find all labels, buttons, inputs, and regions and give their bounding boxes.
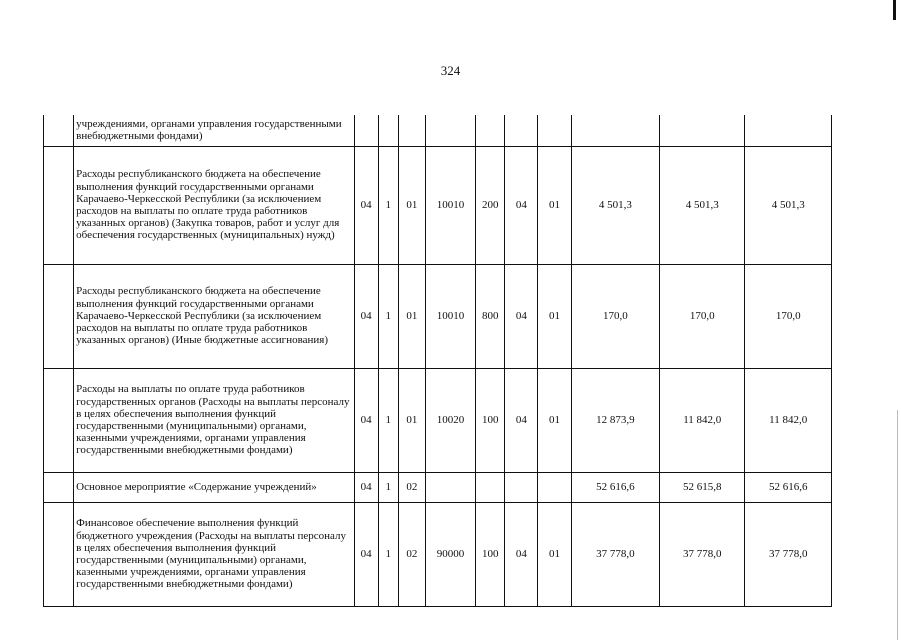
- code-cell: [505, 115, 538, 146]
- blank-cell: [44, 115, 74, 146]
- amount-cell: 37 778,0: [571, 502, 659, 606]
- code-cell: 1: [378, 146, 398, 264]
- amount-cell: 11 842,0: [660, 368, 745, 472]
- code-cell: 04: [505, 368, 538, 472]
- code-cell: 02: [398, 502, 425, 606]
- amount-cell: 170,0: [745, 264, 832, 368]
- scan-edge-line: [897, 410, 898, 640]
- row-description: Финансовое обеспечение выполнения функций бюджетного учреждения (Расходы на выплаты персоналу в целях обеспечения выполнения функций государственными (муниципальными) органами, казенными учреждениями, органами управления государственными внебюджетными фондами): [74, 502, 354, 606]
- budget-table: [43, 115, 832, 607]
- code-cell: [425, 472, 475, 502]
- page-number: 324: [440, 63, 461, 78]
- amount-cell: 4 501,3: [660, 146, 745, 264]
- code-cell: 04: [354, 368, 378, 472]
- code-cell: 200: [476, 146, 505, 264]
- code-cell: 1: [378, 264, 398, 368]
- code-cell: [425, 115, 475, 146]
- code-cell: [476, 115, 505, 146]
- blank-cell: [44, 502, 74, 606]
- code-cell: 04: [354, 146, 378, 264]
- code-cell: 04: [354, 264, 378, 368]
- code-cell: [354, 115, 378, 146]
- code-cell: 01: [538, 146, 571, 264]
- code-cell: 04: [505, 146, 538, 264]
- blank-cell: [44, 264, 74, 368]
- code-cell: 04: [354, 502, 378, 606]
- scan-edge-mark: [893, 0, 896, 20]
- amount-cell: 37 778,0: [660, 502, 745, 606]
- code-cell: 01: [538, 368, 571, 472]
- blank-cell: [44, 472, 74, 502]
- amount-cell: 52 615,8: [660, 472, 745, 502]
- row-description: Расходы республиканского бюджета на обеспечение выполнения функций государственными органами Карачаево-Черкесской Республики (за исключением расходов на выплаты по оплате труда работников указанных органов) (Закупка товаров, работ и услуг для обеспечения государственных (муниципальных) нужд): [74, 146, 354, 264]
- code-cell: 01: [538, 502, 571, 606]
- code-cell: 04: [505, 264, 538, 368]
- blank-cell: [44, 146, 74, 264]
- amount-cell: [571, 115, 659, 146]
- code-cell: [505, 472, 538, 502]
- amount-cell: [660, 115, 745, 146]
- code-cell: 800: [476, 264, 505, 368]
- code-cell: 1: [378, 502, 398, 606]
- amount-cell: 37 778,0: [745, 502, 832, 606]
- amount-cell: 170,0: [571, 264, 659, 368]
- code-cell: 90000: [425, 502, 475, 606]
- code-cell: [398, 115, 425, 146]
- code-cell: 100: [476, 502, 505, 606]
- code-cell: 01: [398, 368, 425, 472]
- code-cell: [378, 115, 398, 146]
- code-cell: [538, 472, 571, 502]
- code-cell: 01: [398, 264, 425, 368]
- code-cell: 01: [538, 264, 571, 368]
- amount-cell: 170,0: [660, 264, 745, 368]
- row-description: учреждениями, органами управления государственными внебюджетными фондами): [74, 115, 354, 146]
- table-row: [44, 472, 832, 502]
- row-description: Расходы республиканского бюджета на обеспечение выполнения функций государственными органами Карачаево-Черкесской Республики (за исключением расходов на выплаты по оплате труда работников указанных органов) (Иные бюджетные ассигнования): [74, 264, 354, 368]
- amount-cell: 4 501,3: [745, 146, 832, 264]
- code-cell: 10010: [425, 146, 475, 264]
- code-cell: 01: [398, 146, 425, 264]
- code-cell: [538, 115, 571, 146]
- table-row: [44, 368, 832, 472]
- amount-cell: 4 501,3: [571, 146, 659, 264]
- code-cell: 1: [378, 472, 398, 502]
- amount-cell: 52 616,6: [571, 472, 659, 502]
- amount-cell: 11 842,0: [745, 368, 832, 472]
- blank-cell: [44, 368, 74, 472]
- code-cell: 04: [505, 502, 538, 606]
- code-cell: 1: [378, 368, 398, 472]
- code-cell: [476, 472, 505, 502]
- code-cell: 04: [354, 472, 378, 502]
- row-description: Расходы на выплаты по оплате труда работников государственных органов (Расходы на выплаты персоналу в целях обеспечения выполнения функций государственными (муниципальными) органами, казенными учреждениями, органами управления государственными внебюджетными фондами): [74, 368, 354, 472]
- code-cell: 100: [476, 368, 505, 472]
- code-cell: 10020: [425, 368, 475, 472]
- code-cell: 10010: [425, 264, 475, 368]
- amount-cell: 52 616,6: [745, 472, 832, 502]
- table-row: [44, 502, 832, 606]
- table-row: [44, 264, 832, 368]
- table-row: [44, 115, 832, 146]
- amount-cell: 12 873,9: [571, 368, 659, 472]
- code-cell: 02: [398, 472, 425, 502]
- row-description: Основное мероприятие «Содержание учреждений»: [74, 472, 354, 502]
- table-row: [44, 146, 832, 264]
- amount-cell: [745, 115, 832, 146]
